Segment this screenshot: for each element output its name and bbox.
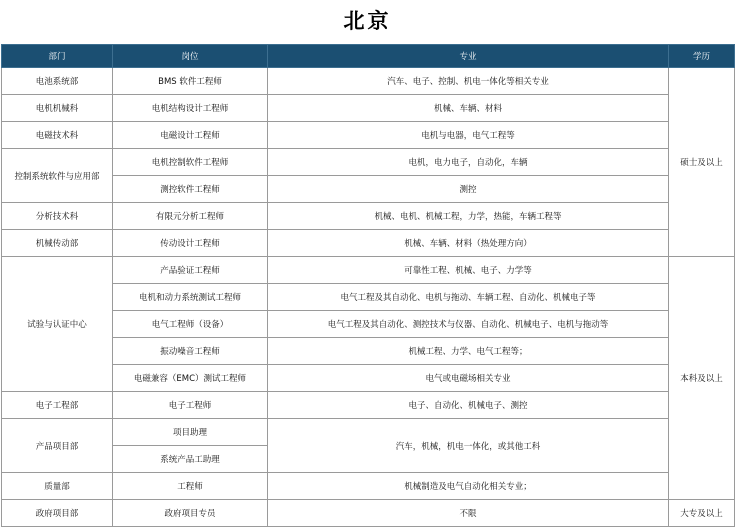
education-cell: 大专及以上 — [669, 500, 735, 527]
dept-cell: 质量部 — [2, 473, 113, 500]
table-row — [2, 149, 735, 176]
education-cell: 本科及以上 — [669, 257, 735, 500]
dept-cell: 电池系统部 — [2, 68, 113, 95]
header-row — [2, 45, 735, 68]
major-cell: 机械、电机、机械工程，力学，热能，车辆工程等 — [268, 203, 669, 230]
table-row — [2, 68, 735, 95]
dept-cell: 分析技术科 — [2, 203, 113, 230]
major-cell: 电机与电器，电气工程等 — [268, 122, 669, 149]
dept-cell: 试验与认证中心 — [2, 257, 113, 392]
major-cell: 可靠性工程、机械、电子、力学等 — [268, 257, 669, 284]
table-row — [2, 500, 735, 527]
major-cell: 电气工程及其自动化、测控技术与仪器、自动化、机械电子、电机与拖动等 — [268, 311, 669, 338]
position-cell: 电磁兼容（EMC）测试工程师 — [113, 365, 268, 392]
position-cell: 政府项目专员 — [113, 500, 268, 527]
position-cell: 电机结构设计工程师 — [113, 95, 268, 122]
position-cell: 有限元分析工程师 — [113, 203, 268, 230]
major-cell: 电气或电磁场相关专业 — [268, 365, 669, 392]
major-cell: 机械、车辆、材料 — [268, 95, 669, 122]
position-cell: 项目助理 — [113, 419, 268, 446]
dept-cell: 电磁技术科 — [2, 122, 113, 149]
dept-cell: 电子工程部 — [2, 392, 113, 419]
table-row — [2, 230, 735, 257]
dept-cell: 产品项目部 — [2, 419, 113, 473]
header-education: 学历 — [669, 45, 735, 68]
table-row — [2, 257, 735, 284]
position-cell: 传动设计工程师 — [113, 230, 268, 257]
position-cell: 振动噪音工程师 — [113, 338, 268, 365]
header-major: 专业 — [268, 45, 669, 68]
header-position: 岗位 — [113, 45, 268, 68]
position-cell: 产品验证工程师 — [113, 257, 268, 284]
position-cell: 电磁设计工程师 — [113, 122, 268, 149]
dept-cell: 控制系统软件与应用部 — [2, 149, 113, 203]
page-title: 北京 — [343, 9, 392, 33]
major-cell: 汽车、电子、控制、机电一体化等相关专业 — [268, 68, 669, 95]
education-cell: 硕士及以上 — [669, 68, 735, 257]
major-cell: 电子、自动化、机械电子、测控 — [268, 392, 669, 419]
major-cell: 测控 — [268, 176, 669, 203]
dept-cell: 机械传动部 — [2, 230, 113, 257]
major-cell: 电气工程及其自动化、电机与拖动、车辆工程、自动化、机械电子等 — [268, 284, 669, 311]
major-cell: 机械、车辆、材料（热处理方向） — [268, 230, 669, 257]
dept-cell: 电机机械科 — [2, 95, 113, 122]
major-cell: 汽车，机械，机电一体化，或其他工科 — [268, 419, 669, 473]
major-cell: 机械工程、力学、电气工程等； — [268, 338, 669, 365]
position-cell: 电机控制软件工程师 — [113, 149, 268, 176]
position-cell: 工程师 — [113, 473, 268, 500]
table-row — [2, 473, 735, 500]
major-cell: 电机，电力电子，自动化，车辆 — [268, 149, 669, 176]
position-cell: BMS 软件工程师 — [113, 68, 268, 95]
table-row — [2, 419, 735, 446]
table-row — [2, 95, 735, 122]
dept-cell: 政府项目部 — [2, 500, 113, 527]
header-dept: 部门 — [2, 45, 113, 68]
position-cell: 电气工程师（设备） — [113, 311, 268, 338]
recruitment-table — [1, 44, 735, 527]
position-cell: 电机和动力系统测试工程师 — [113, 284, 268, 311]
major-cell: 不限 — [268, 500, 669, 527]
position-cell: 电子工程师 — [113, 392, 268, 419]
table-row — [2, 203, 735, 230]
table-row — [2, 122, 735, 149]
major-cell: 机械制造及电气自动化相关专业； — [268, 473, 669, 500]
position-cell: 测控软件工程师 — [113, 176, 268, 203]
table-row — [2, 392, 735, 419]
position-cell: 系统产品工助理 — [113, 446, 268, 473]
